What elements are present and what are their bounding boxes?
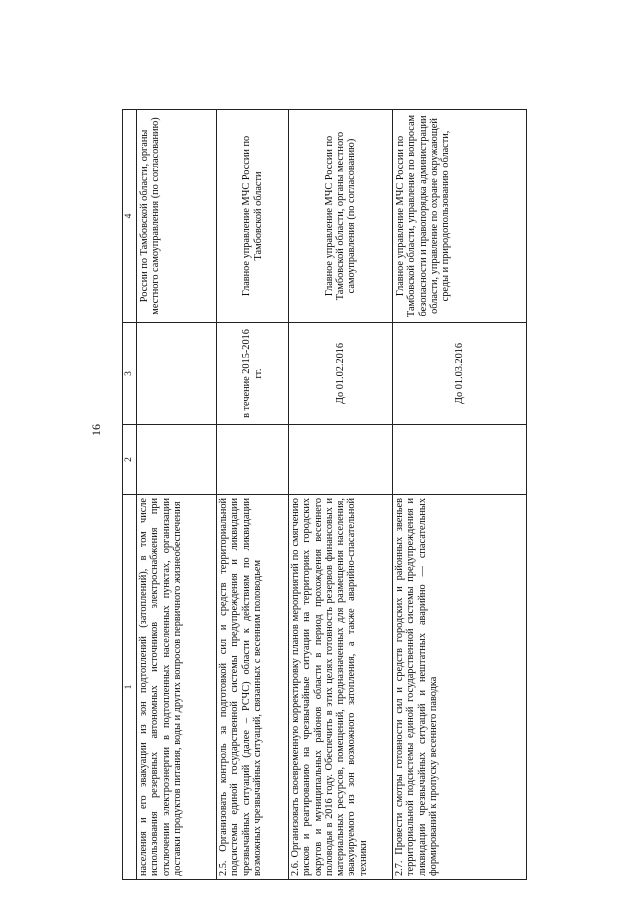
table-row [217, 110, 289, 880]
header-cell-3: 3 [123, 323, 137, 425]
deadline-cell: До 01.03.2016 [393, 323, 527, 425]
table-row [289, 110, 393, 880]
executor-cell [217, 425, 289, 495]
responsible-cell: России по Тамбовской области, органы местного самоуправления (по согласованию) [137, 110, 217, 323]
deadline-cell [137, 323, 217, 425]
executor-cell [393, 425, 527, 495]
deadline-cell: в течение 2015-2016 гг. [217, 323, 289, 425]
responsible-cell: Главное управление МЧС России по Тамбовской области, управление по вопросам безопасности и правопорядка администрации области, управление по охране окружающей среды и природопользованию области, [393, 110, 527, 323]
measure-text: 2.6. Организовать своевременную корректировку планов мероприятий по смягчению рисков и реагированию на чрезвычайные ситуации на территориях городских округов и муниципальных районов области в период прохождения весеннего половодья в 2016 году. Обеспечить в этих целях готовность резервов финансовых и материальных ресурсов, помещений, предназначенных для размещения населения, эвакуируемого из зон возможного затопления, а также аварийно-спасательной техники [289, 495, 393, 880]
measure-text: населения и его эвакуации из зон подтоплений (затоплений), в том числе использования резервных автономных источников электроснабжения при отключении электроэнергии в подтопленных населенных пунктах, организации доставки продуктов питания, воды и других вопросов первичного жизнеобеспечения [137, 495, 217, 880]
measure-text: 2.7. Провести смотры готовности сил и средств городских и районных звеньев территориальной подсистемы единой государственной системы предупреждения и ликвидации чрезвычайных ситуаций и нештатных аварийно — спасательных формирований к пропуску весеннего паводка [393, 495, 527, 880]
header-cell-1: 1 [123, 495, 137, 880]
header-cell-4: 4 [123, 110, 137, 323]
deadline-cell: До 01.02.2016 [289, 323, 393, 425]
header-cell-2: 2 [123, 425, 137, 495]
table-row [393, 110, 527, 880]
responsible-cell: Главное управление МЧС России по Тамбовской области [217, 110, 289, 323]
responsible-cell: Главное управление МЧС России по Тамбовской области, органы местного самоуправления (по согласованию) [289, 110, 393, 323]
executor-cell [289, 425, 393, 495]
page-number: 16 [89, 424, 103, 436]
measures-table [122, 109, 527, 880]
table-header-row [123, 110, 137, 880]
table-row [137, 110, 217, 880]
measure-text: 2.5. Организовать контроль за подготовкой сил и средств территориальной подсистемы единой государственной системы предупреждения и ликвидации чрезвычайных ситуаций (далее – РСЧС) области к действиям по ликвидации возможных чрезвычайных ситуаций, связанных с весенним половодьем [217, 495, 289, 880]
executor-cell [137, 425, 217, 495]
rotated-table-container [122, 110, 527, 880]
